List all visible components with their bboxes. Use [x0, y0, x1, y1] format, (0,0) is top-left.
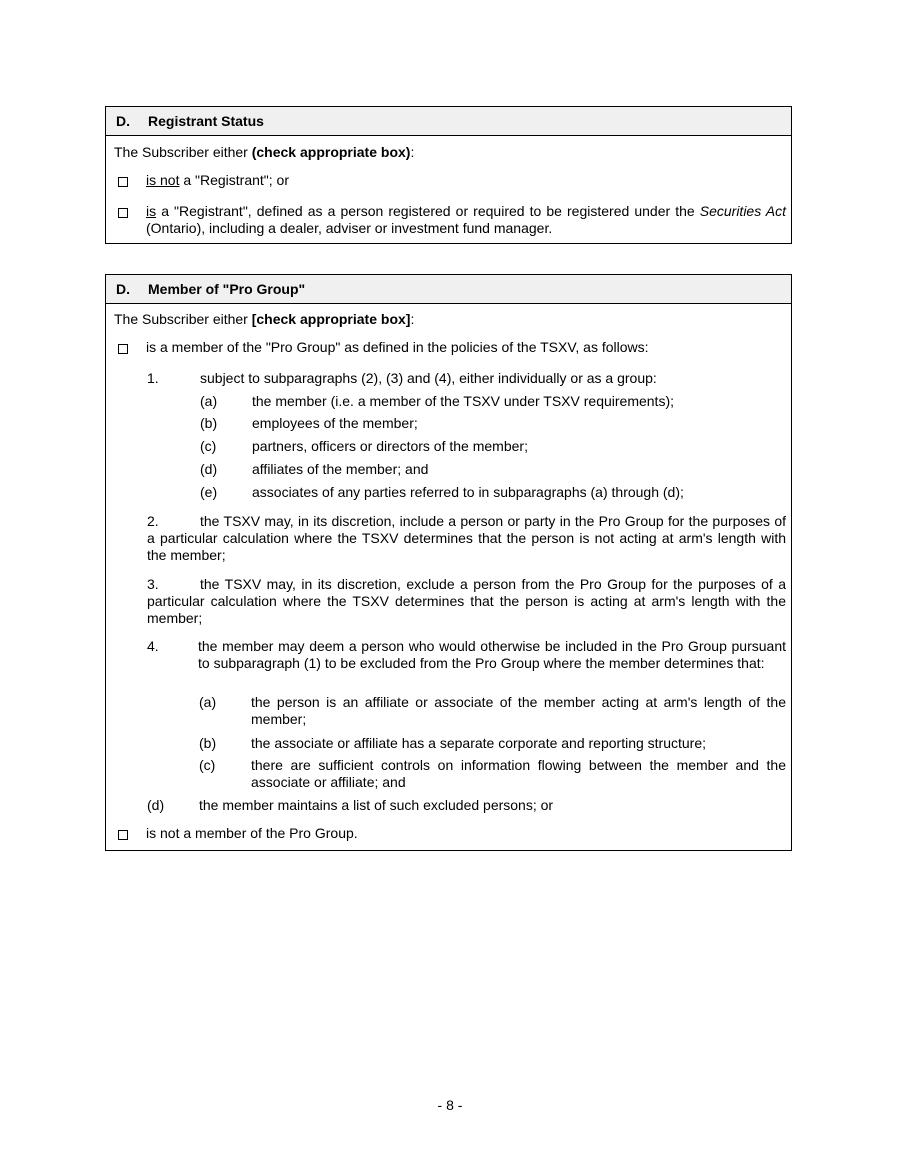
subparagraph-label: (a): [199, 694, 217, 710]
section-title: Registrant Status: [148, 113, 264, 129]
section-title: Member of "Pro Group": [148, 281, 306, 297]
paragraph-2: [147, 513, 786, 564]
paragraph-3: [147, 576, 786, 627]
subparagraph-label: (c): [199, 757, 216, 773]
is-registrant-label: is a "Registrant", defined as a person registered or required to be registered under the Securities Act (Ontario), including a dealer, adviser or investment fund manager.: [146, 203, 786, 236]
paragraph-text: the TSXV may, in its discretion, exclude a person from the Pro Group for the purposes of a particular calculation where the TSXV determines that the person is acting at arm's length with the member;: [147, 576, 786, 626]
subparagraph-label: (d): [147, 797, 165, 813]
not-registrant-checkbox[interactable]: [118, 177, 128, 187]
subparagraph-label: (d): [200, 461, 218, 477]
paragraph-number: 1.: [147, 370, 159, 386]
subparagraph-text: the person is an affiliate or associate of the member acting at arm's length of the member;: [251, 694, 786, 727]
subparagraph-text: there are sufficient controls on information flowing between the member and the associate or affiliate; and: [251, 757, 786, 790]
paragraph-text: the TSXV may, in its discretion, include a person or party in the Pro Group for the purposes of a particular calculation where the TSXV determines that the person is not acting at arm's length with the member;: [147, 513, 786, 563]
not-pro-group-member-checkbox[interactable]: [118, 830, 128, 840]
paragraph-number: 4.: [147, 638, 159, 654]
subparagraph-text: the member (i.e. a member of the TSXV under TSXV requirements);: [252, 393, 674, 409]
paragraph-number: 2.: [147, 513, 159, 529]
subparagraph-label: (e): [200, 484, 218, 500]
subparagraph-text: associates of any parties referred to in subparagraphs (a) through (d);: [252, 484, 684, 500]
pro-group-header: [106, 275, 791, 304]
section-letter: D.: [116, 113, 130, 129]
paragraph-number: 3.: [147, 576, 159, 592]
pro-group-intro: The Subscriber either [check appropriate box]:: [114, 311, 415, 327]
subparagraph-label: (c): [200, 438, 217, 454]
is-pro-group-member-checkbox[interactable]: [118, 344, 128, 354]
section-letter: D.: [116, 281, 130, 297]
subparagraph-text: the associate or affiliate has a separate corporate and reporting structure;: [251, 735, 707, 751]
subparagraph-text: employees of the member;: [252, 415, 418, 431]
subparagraph-label: (b): [200, 415, 218, 431]
subparagraph-text: the member maintains a list of such excluded persons; or: [199, 797, 554, 813]
is-registrant-checkbox[interactable]: [118, 208, 128, 218]
registrant-status-header: [106, 107, 791, 136]
not-pro-group-member-label: is not a member of the Pro Group.: [146, 825, 358, 841]
paragraph-text: subject to subparagraphs (2), (3) and (4), either individually or as a group:: [200, 370, 657, 386]
registrant-intro: The Subscriber either (check appropriate box):: [114, 144, 415, 160]
subparagraph-label: (b): [199, 735, 217, 751]
paragraph-text: the member may deem a person who would otherwise be included in the Pro Group pursuant to subparagraph (1) to be excluded from the Pro Group where the member determines that:: [198, 638, 786, 671]
not-registrant-label: is not a "Registrant"; or: [146, 172, 290, 188]
is-pro-group-member-label: is a member of the "Pro Group" as defined in the policies of the TSXV, as follows:: [146, 339, 649, 355]
page-number: - 8 -: [437, 1097, 463, 1113]
subparagraph-label: (a): [200, 393, 218, 409]
subparagraph-text: affiliates of the member; and: [252, 461, 429, 477]
subparagraph-text: partners, officers or directors of the member;: [252, 438, 528, 454]
